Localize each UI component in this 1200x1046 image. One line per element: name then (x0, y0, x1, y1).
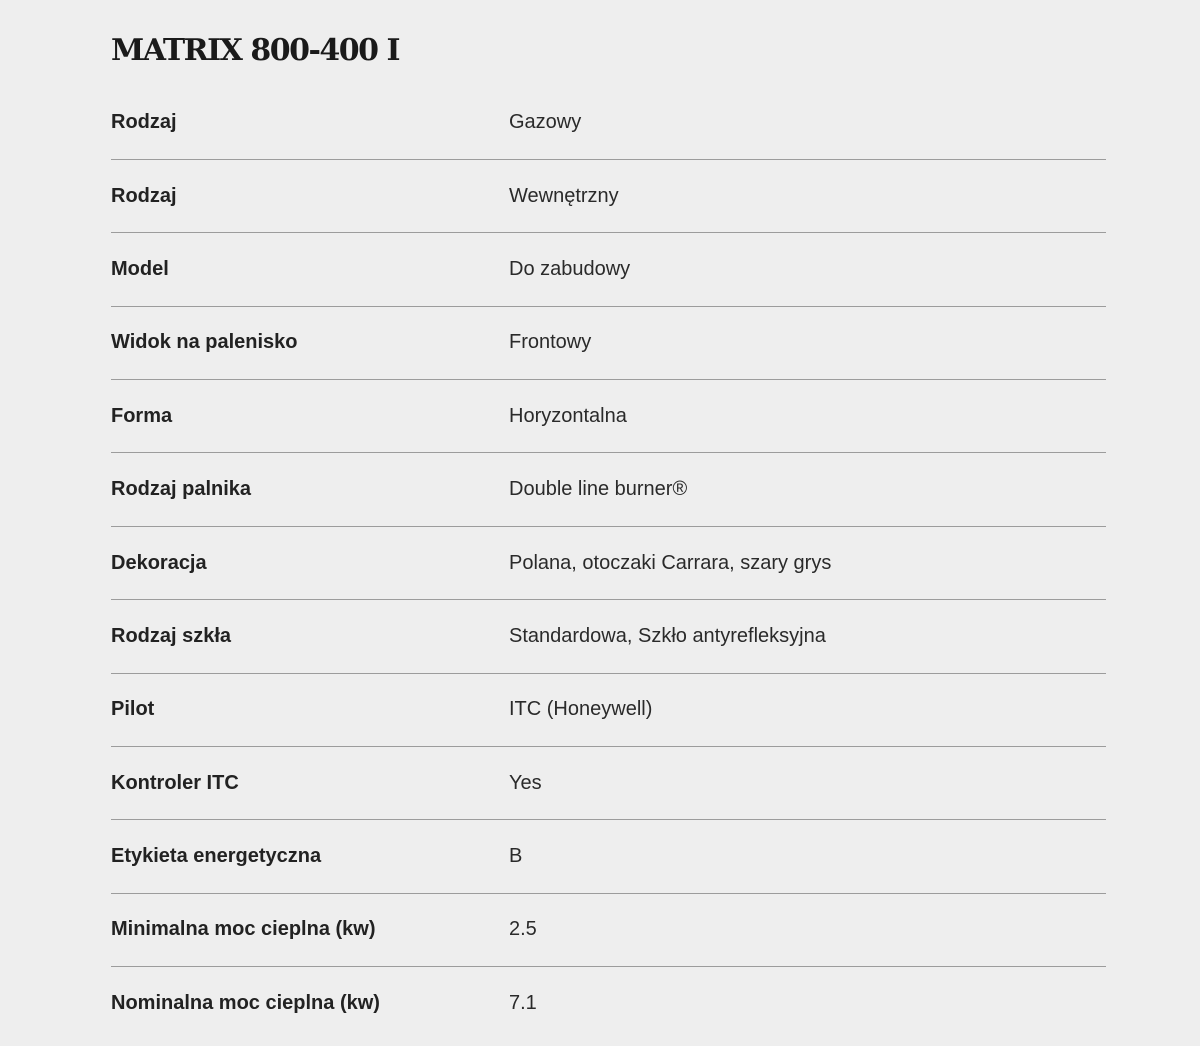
spec-row-nom-moc (111, 967, 1106, 1040)
spec-label: Pilot (111, 698, 155, 721)
spec-row-min-moc (111, 893, 1106, 966)
spec-table (111, 86, 1106, 1040)
spec-value: Double line burner® (509, 478, 688, 501)
spec-label: Minimalna moc cieplna (kw) (111, 918, 376, 941)
spec-value: 7.1 (509, 992, 537, 1015)
spec-label: Rodzaj szkła (111, 624, 232, 647)
spec-value: Polana, otoczaki Carrara, szary grys (509, 551, 832, 574)
spec-value: Gazowy (509, 110, 582, 133)
spec-row-palnik (111, 453, 1106, 526)
spec-label: Model (111, 257, 169, 280)
spec-row-forma (111, 380, 1106, 453)
spec-row-rodzaj-2 (111, 159, 1106, 232)
spec-section (111, 0, 1106, 1040)
spec-label: Rodzaj palnika (111, 478, 252, 501)
spec-label: Forma (111, 404, 173, 427)
spec-value: 2.5 (509, 918, 537, 941)
spec-row-dekoracja (111, 526, 1106, 599)
spec-row-widok (111, 306, 1106, 379)
spec-value: Do zabudowy (509, 257, 631, 280)
spec-row-pilot (111, 673, 1106, 746)
spec-label: Dekoracja (111, 551, 207, 574)
spec-label: Rodzaj (111, 110, 177, 133)
spec-value: Frontowy (509, 331, 592, 354)
spec-value: Wewnętrzny (509, 184, 619, 207)
spec-value: Standardowa, Szkło antyrefleksyjna (509, 624, 826, 647)
spec-value: B (509, 845, 523, 868)
spec-row-szklo (111, 600, 1106, 673)
spec-row-model (111, 233, 1106, 306)
spec-label: Kontroler ITC (111, 771, 239, 794)
spec-row-rodzaj-1 (111, 86, 1106, 159)
spec-row-etykieta (111, 820, 1106, 893)
spec-value: ITC (Honeywell) (509, 698, 653, 721)
spec-label: Rodzaj (111, 184, 177, 207)
spec-label: Etykieta energetyczna (111, 845, 322, 868)
spec-value: Yes (509, 771, 542, 794)
spec-label: Nominalna moc cieplna (kw) (111, 992, 380, 1015)
product-title: MATRIX 800-400 I (111, 33, 400, 68)
spec-value: Horyzontalna (509, 404, 627, 427)
spec-row-kontroler (111, 747, 1106, 820)
spec-label: Widok na palenisko (111, 331, 298, 354)
